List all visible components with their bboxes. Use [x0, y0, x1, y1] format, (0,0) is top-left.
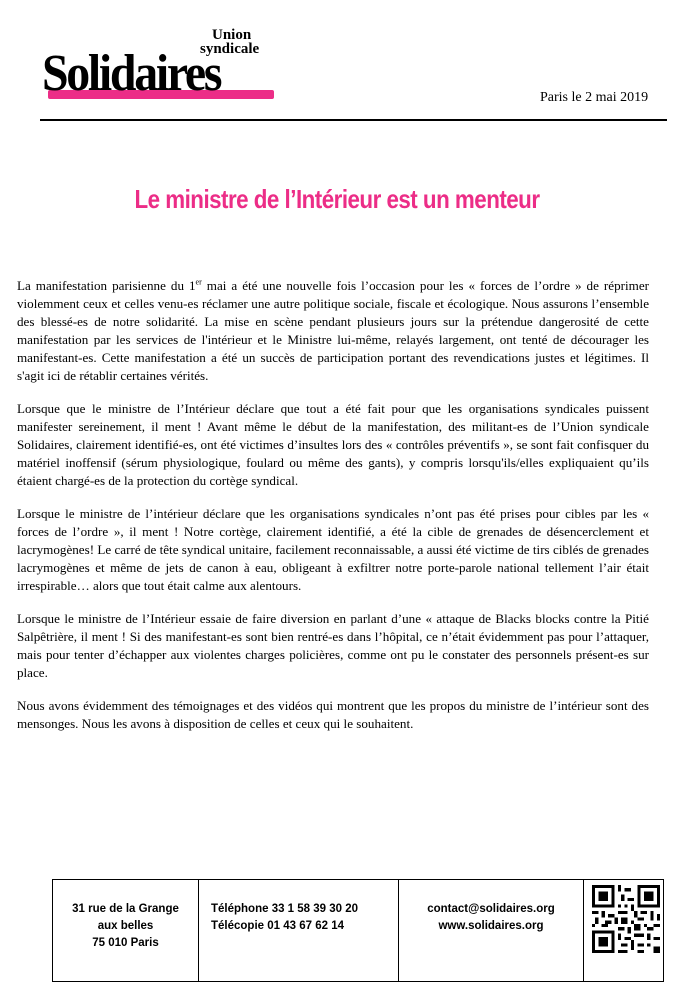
logo-solidaires-text: Solidaires: [42, 45, 221, 102]
footer-contact-box: [52, 879, 664, 982]
paragraph-5: Nous avons évidemment des témoignages et des vidéos qui montrent que les propos du ministre de l’intérieur sont des mensonges. Nous les avons à disposition de celles et ceux qui le souhaitent.: [17, 698, 649, 731]
phone-number: Téléphone 33 1 58 39 30 20: [211, 903, 359, 915]
website-link[interactable]: www.solidaires.org: [438, 920, 544, 932]
logo-syndicale-text: syndicale: [200, 41, 260, 57]
document-date: Paris le 2 mai 2019: [540, 90, 649, 105]
solidaires-logo: [40, 28, 280, 108]
header-divider: [40, 119, 667, 121]
footer-address: [53, 880, 199, 981]
logo-union-text: Union: [212, 27, 252, 43]
email-link[interactable]: contact@solidaires.org: [427, 903, 555, 915]
footer-web: [399, 880, 584, 981]
paragraph-1-sup: er: [195, 277, 202, 287]
address-line: 31 rue de la Grange: [72, 903, 179, 915]
footer-qr: [584, 880, 664, 981]
footer-phone: [199, 880, 399, 981]
paragraph-4: Lorsque le ministre de l’Intérieur essaie de faire diversion en parlant d’une « attaque de Blacks blocks contre la Pitié Salpêtrière, il ment ! Si des manifestant-es sont bien rentré-es dans l’hôpital, ce n’était évidemment pas pour l’attaquer, mais pour tenter d’échapper aux violentes charges policières, comme ont pu le constater des personnels présent-es sur place.: [17, 611, 649, 680]
qr-code-icon: [592, 885, 660, 953]
body-text: [17, 277, 649, 748]
paragraph-1: [17, 277, 649, 385]
paragraph-1-end: mai a été une nouvelle fois l’occasion pour les « forces de l’ordre » de réprimer violemment ceux et celles venu-es réclamer une autre politique sociale, fiscale et écologique. Nous assurons l’ensemble des blessé-es de notre solidarité. La mise en scène pendant plusieurs jours sur la prétendue dangerosité de cette manifestation par les services de l'intérieur et le Ministre lui-même, relayés largement, ont tenté de décourager les manifestant-es. Cette manifestation a été un succès de participation portant des revendications justes et légitimes. Il s'agit ici de rétablir certaines vérités.: [17, 278, 649, 383]
address-line: 75 010 Paris: [92, 937, 159, 949]
address-line: aux belles: [97, 920, 154, 932]
paragraph-3: Lorsque le ministre de l’intérieur déclare que les organisations syndicales n’ont pas été prises pour cibles par les « forces de l’ordre », il ment ! Notre cortège, clairement identifié, a été la cible de grenades de désencerclement et lacrymogènes! Le carré de tête syndical unitaire, facilement reconnaissable, a aussi été victime de tirs ciblés de grenades lacrymogènes et même de jets de canon à eau, obligeant à exfiltrer notre porte-parole national tellement l’air était irrespirable… alors que tout était calme aux alentours.: [17, 506, 649, 593]
page-title: Le ministre de l’Intérieur est un menteur: [134, 184, 540, 214]
fax-number: Télécopie 01 43 67 62 14: [211, 920, 344, 932]
paragraph-1-start: La manifestation parisienne du 1: [17, 278, 196, 293]
paragraph-2: Lorsque que le ministre de l’Intérieur déclare que tout a été fait pour que les organisations syndicales puissent manifester sereinement, il ment ! Avant même le début de la manifestation, des militant-es de l’Union syndicale Solidaires, clairement identifié-es, ont été victimes d’insultes lors des « contrôles préventifs », se sont fait confisquer du matériel inoffensif (sérum physiologique, foulard ou même des gants), y compris lorsqu'ils/elles expliquaient qu’ils étaient chargé-es de la protection du cortège syndical.: [17, 401, 649, 488]
